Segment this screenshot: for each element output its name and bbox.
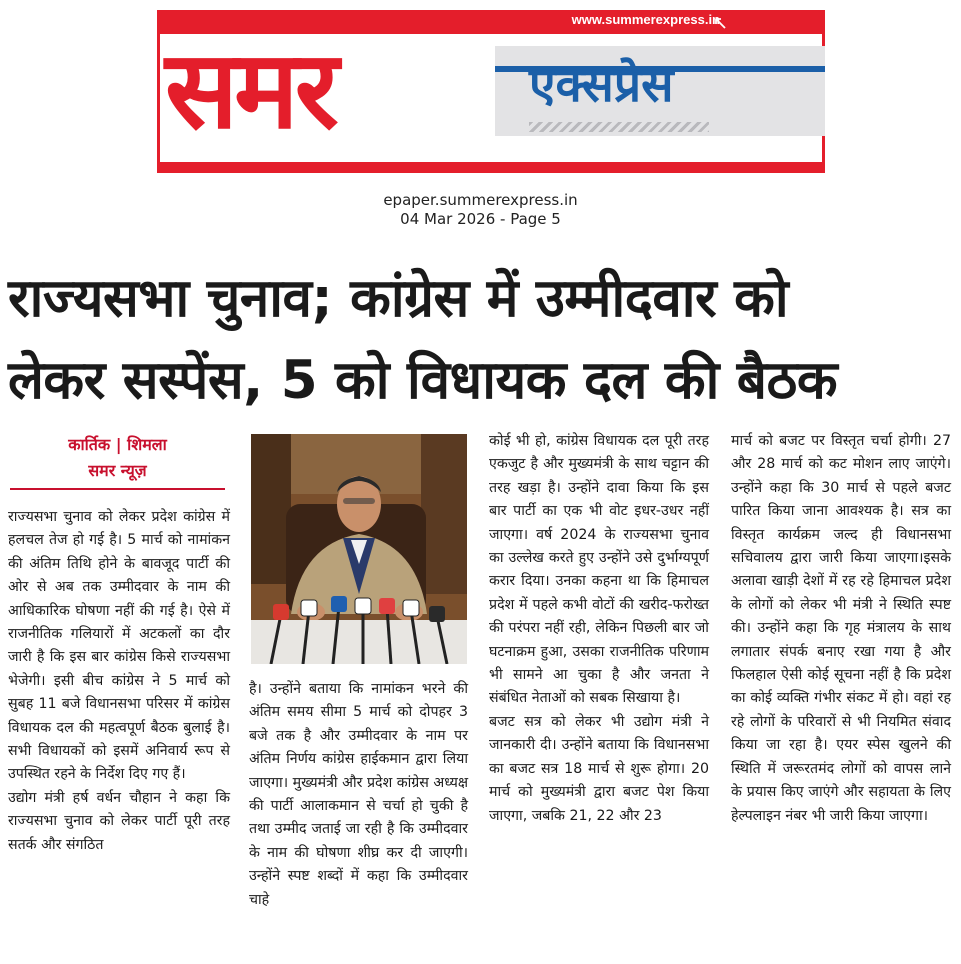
article-paragraph: बजट सत्र को लेकर भी उद्योग मंत्री ने जानकारी दी। उन्होंने बताया कि विधानसभा का बजट सत्र 18 मार्च से शुरू होगा। 20 मार्च को मुख्यमंत्री द्वारा बजट पेश किया जाएगा, जबकि 21, 22 और 23 xyxy=(489,713,709,824)
masthead-url: www.summerexpress.in xyxy=(571,12,720,27)
cursor-arrow-icon xyxy=(713,16,727,30)
headline-line-1: राज्यसभा चुनाव; कांग्रेस में उम्मीदवार को xyxy=(8,268,789,329)
masthead-hatch xyxy=(529,122,709,132)
article-paragraph: उद्योग मंत्री हर्ष वर्धन चौहान ने कहा कि राज्यसभा चुनाव को लेकर पार्टी पूरी तरह सतर्क और संगठित xyxy=(8,789,230,853)
press-conference-photo xyxy=(251,434,467,664)
epaper-date-page: 04 Mar 2026 - Page 5 xyxy=(400,210,561,228)
epaper-info xyxy=(0,191,961,229)
article-column-2 xyxy=(249,678,468,912)
byline-source: समर न्यूज़ xyxy=(88,461,147,480)
byline xyxy=(10,432,225,484)
epaper-site[interactable]: epaper.summerexpress.in xyxy=(383,191,578,209)
masthead xyxy=(157,10,825,173)
masthead-logo-text: समर xyxy=(165,28,335,153)
article-column-3 xyxy=(489,430,709,828)
article-paragraph: मार्च को बजट पर विस्तृत चर्चा होगी। 27 और 28 मार्च को कट मोशन लाए जाएंगे। उन्होंने कहा कि 30 मार्च से पहले बजट पारित किया जाना आवश्यक है। सत्र का विस्तृत कार्यक्रम जल्द ही विधानसभा सचिवालय द्वारा जारी किया जाएगा।इसके अलावा खाड़ी देशों में रह रहे हिमाचल प्रदेश के लोगों को लेकर भी मंत्री ने स्थिति स्पष्ट की। उन्होंने कहा कि गृह मंत्रालय के साथ लगातार संपर्क बनाए रखा गया है और फिलहाल ऐसी कोई सूचना नहीं है कि प्रदेश का कोई व्यक्ति गंभीर संकट में हो। वहां रह रहे लोगों के परिवारों से भी नियमित संवाद किया जा रहा है। एयर स्पेस खुलने की स्थिति में जरूरतमंद लोगों को वापस लाने के प्रयास किए जाएंगे और सहायता के लिए हेल्पलाइन नंबर भी जारी किया जाएगा। xyxy=(731,433,951,824)
article-column-1 xyxy=(8,506,230,857)
article-column-4 xyxy=(731,430,951,828)
article-paragraph: राज्यसभा चुनाव को लेकर प्रदेश कांग्रेस में हलचल तेज हो गई है। 5 मार्च को नामांकन की अंतिम तिथि होने के बावजूद पार्टी की ओर से अब तक उम्मीदवार के नाम की आधिकारिक घोषणा नहीं की गई है। ऐसे में राजनीतिक गलियारों में अटकलों का दौर जारी है कि इस बार कांग्रेस किसे राज्यसभा भेजेगी। इसी बीच कांग्रेस ने 5 मार्च को सुबह 11 बजे विधानसभा परिसर में कांग्रेस विधायक दल की महत्वपूर्ण बैठक बुलाई है। सभी विधायकों को इसमें अनिवार्य रूप से उपस्थित रहने के निर्देश दिए गए हैं। xyxy=(8,509,230,783)
masthead-subtitle: एक्सप्रेस xyxy=(529,57,674,113)
masthead-bottom-bar xyxy=(157,162,825,173)
article-paragraph: कोई भी हो, कांग्रेस विधायक दल पूरी तरह एकजुट है और मुख्यमंत्री के साथ चट्टान की तरह खड़ा है। उन्होंने दावा किया कि इस बार पार्टी का एक भी वोट इधर-उधर नहीं जाएगा। वर्ष 2024 के राज्यसभा चुनाव का उल्लेख करते हुए उन्होंने उसे दुर्भाग्यपूर्ण करार दिया। उनका कहना था कि हिमाचल प्रदेश में पहले कभी वोटों की खरीद-फरोख्त की परंपरा नहीं रही, लेकिन पिछली बार जो घटनाक्रम हुआ, उसका राजनीतिक परिणाम भी सामने आ चुका है और जनता ने संबंधित नेताओं को सबक सिखाया है। xyxy=(489,433,709,707)
headline-line-2: लेकर सस्पेंस, 5 को विधायक दल की बैठक xyxy=(8,350,838,411)
article-headline xyxy=(8,258,958,422)
byline-divider xyxy=(10,488,225,490)
article-paragraph: है। उन्होंने बताया कि नामांकन भरने की अंतिम समय सीमा 5 मार्च को दोपहर 3 बजे तक है और उम्मीदवार के नाम पर अंतिम निर्णय कांग्रेस हाईकमान द्वारा लिया जाएगा। मुख्यमंत्री और प्रदेश कांग्रेस अध्यक्ष की पार्टी आलाकमान से चर्चा हो चुकी है तथा उम्मीद जताई जा रही है कि उम्मीदवार के नाम की घोषणा शीघ्र कर दी जाएगी।उन्होंने स्पष्ट शब्दों में कहा कि उम्मीदवार चाहे xyxy=(249,681,468,908)
byline-author-place: कार्तिक | शिमला xyxy=(68,435,167,454)
